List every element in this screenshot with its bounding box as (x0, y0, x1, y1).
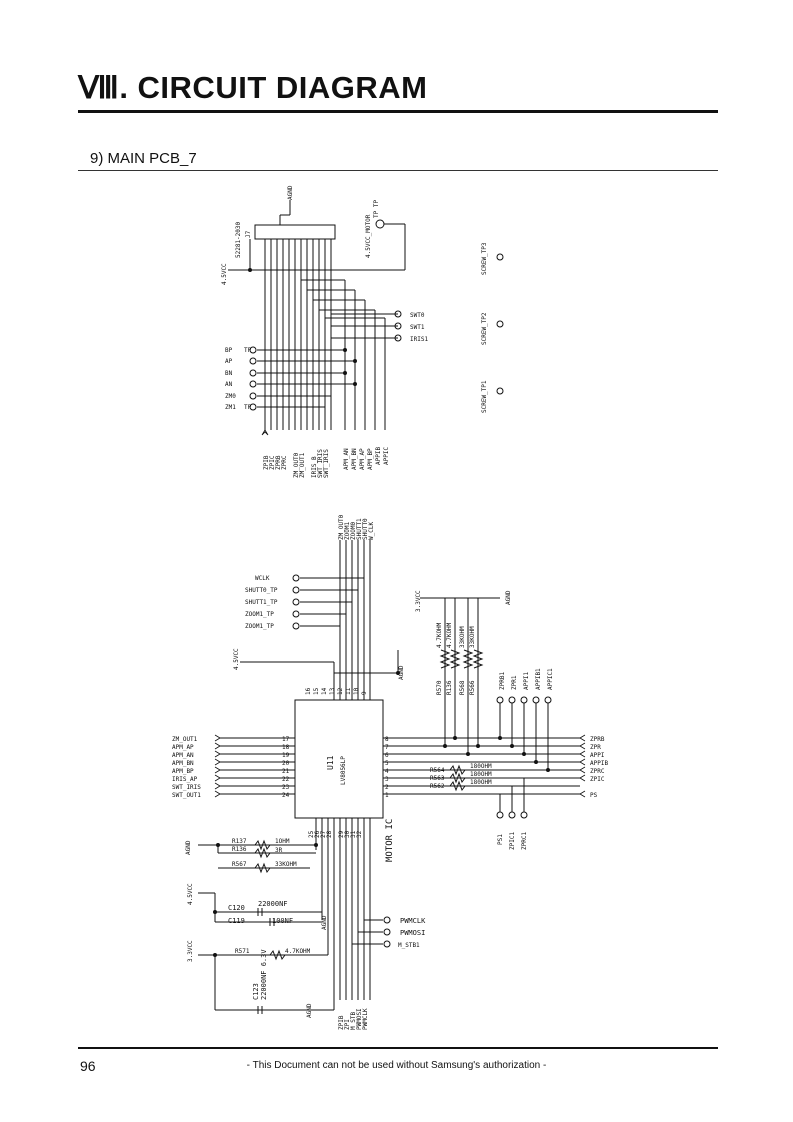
ic-pin: 3 (385, 776, 389, 783)
circuit-schematic (0, 180, 793, 1040)
resistor-array-value: 180OHM (470, 763, 492, 770)
ic-pin: 14 (321, 687, 328, 695)
ic-pin: 11 (345, 687, 352, 695)
left-signal: APM_BN (172, 760, 194, 767)
left-signal: SWT_IRIS (172, 784, 201, 791)
section-title: 9) MAIN PCB_7 (90, 150, 197, 167)
tp-iris1: IRIS1 (410, 336, 429, 343)
page-title: Ⅷ. CIRCUIT DIAGRAM (78, 70, 428, 105)
resistor-array-ref: R562 (430, 783, 445, 790)
section-rule (78, 170, 718, 171)
resistor-value: 4.7KOHM (436, 622, 443, 648)
left-signal: APM_AN (172, 752, 194, 759)
ic-pin: 24 (282, 792, 290, 799)
screw-tp1: SCREW_TP1 (481, 380, 488, 413)
ic-ref: U11 (326, 755, 335, 770)
mid-tp: WCLK (255, 575, 270, 582)
connector-j7-body (255, 225, 335, 239)
ic-pin: 22 (282, 776, 290, 783)
right-signal: APPIB (590, 760, 609, 767)
tp-zm0: ZM0 (225, 393, 236, 400)
ic-pin: 5 (385, 760, 389, 767)
pwm-tp: PWMCLK (400, 917, 426, 925)
top-bus-label: ZOOM0 (350, 521, 357, 540)
right-tp: ZPRB1 (499, 671, 506, 690)
right-signal: ZPR (590, 744, 601, 751)
tp-label-zm1: TP (244, 404, 252, 411)
connector-ref: J7 (245, 230, 252, 238)
bus-label: APPIC (383, 446, 390, 465)
ic-pin: 27 (320, 830, 327, 838)
screw-tp2: SCREW_TP2 (481, 312, 488, 345)
resistor-value: 4.7KOHM (446, 622, 453, 648)
ic-pin: 9 (361, 691, 368, 695)
right-signal: ZPRC (590, 768, 605, 775)
bus-label: APM_BP (367, 448, 374, 470)
resistor-array-value: 180OHM (470, 779, 492, 786)
right-signal: ZPRB (590, 736, 605, 743)
bus-label: ZPIC (269, 455, 276, 470)
ic-pin: 16 (305, 687, 312, 695)
comp-ref: R136 (232, 846, 247, 853)
bus-label: ZPRB (275, 455, 282, 470)
resistor-value: 33KOHM (459, 626, 466, 648)
left-signal: APM_AP (172, 744, 194, 751)
ic-pin: 13 (329, 687, 336, 695)
left-signal: ZM_OUT1 (172, 736, 198, 743)
ic-pin: 28 (326, 830, 333, 838)
pwm-tp: PWMOSI (400, 929, 426, 937)
bus-label: IRIS_B (311, 456, 318, 478)
right-signal: ZPIC (590, 776, 605, 783)
tp-swt1: SWT1 (410, 324, 425, 331)
ic-pin: 6 (385, 752, 389, 759)
motor-supply-label: 4.5VCC_MOTOR (365, 214, 372, 258)
motor-ic-body (295, 700, 383, 818)
mid-tp: SHUTT1_TP (245, 599, 278, 606)
tp-swt0: SWT0 (410, 312, 425, 319)
right-signal: PS (590, 792, 598, 799)
connector-label: 52281-2030 (235, 221, 242, 258)
footer-notice: - This Document can not be used without Samsung's authorization - (246, 1060, 547, 1071)
ic-pin: 18 (282, 744, 290, 751)
ic-pin: 2 (385, 784, 389, 791)
ic-pin: 1 (385, 792, 389, 799)
supply-label: 3.3VCC (187, 940, 194, 962)
bus-label: ZM_OUT0 (293, 452, 300, 478)
tp-ap: AP (225, 358, 233, 365)
comp-value: 3R (275, 847, 283, 854)
ic-pin: 21 (282, 768, 290, 775)
ic-pin: 10 (353, 687, 360, 695)
left-signal: IRIS_AP (172, 776, 198, 783)
motor-supply-tp: TP TP (373, 199, 380, 218)
right-tp: APPI1 (523, 671, 530, 690)
bus-label: SWT_IRIS (323, 449, 330, 478)
lower-tp: ZPIC1 (509, 831, 516, 850)
ic-pin: 26 (314, 830, 321, 838)
tp-label-bp: TP (244, 347, 252, 354)
ic-pin: 17 (282, 736, 290, 743)
ground-label-right: AGND (505, 590, 512, 605)
ic-caption: MOTOR IC (385, 818, 395, 862)
ic-supply: 4.5VCC (233, 648, 240, 670)
ic-pin: 31 (350, 830, 357, 838)
bus-label: APM_AN (343, 448, 350, 470)
ic-pin: 12 (337, 687, 344, 695)
pwm-tp: M_STB1 (398, 942, 420, 949)
resistor-array-value: 180OHM (470, 771, 492, 778)
bottom-signal: M_STB (350, 1011, 357, 1030)
bottom-signal: ZPIB (338, 1015, 345, 1030)
comp-ref: R137 (232, 838, 247, 845)
tp-bp: BP (225, 347, 233, 354)
right-tp: ZPR1 (511, 675, 518, 690)
bus-label: ZM_OUT1 (299, 452, 306, 478)
bus-label: SWT_IRIS (317, 449, 324, 478)
supply-label: 4.5VCC (187, 883, 194, 905)
ground-label-top: AGND (287, 185, 294, 200)
right-tp: APPIB1 (535, 668, 542, 690)
comp-ref: C120 (228, 904, 245, 912)
comp-ref: R567 (232, 861, 247, 868)
bus-label: APPIB (375, 446, 382, 465)
mid-tp: ZOOM1_TP (245, 611, 274, 618)
resistor-array-ref: R564 (430, 767, 445, 774)
top-bus-label: ZM_OUT0 (338, 514, 345, 540)
bus-label: APM_AP (359, 448, 366, 470)
bottom-signal: PWMOSI (356, 1008, 363, 1030)
resistor-ref: R136 (446, 680, 453, 695)
ic-pin: 25 (308, 830, 315, 838)
ic-pin: 4 (385, 768, 389, 775)
comp-ref: C123 (252, 983, 260, 1000)
top-bus-label: SHUTT0 (362, 518, 369, 540)
lower-tp: PS1 (497, 834, 504, 845)
top-bus-label: W_CLK (368, 521, 375, 540)
header-rule (78, 110, 718, 113)
lower-tp: ZPRC1 (521, 831, 528, 850)
resistor-ref: R568 (459, 680, 466, 695)
ground-label-bottom2: AGND (306, 1003, 313, 1018)
bus-label: ZPRC (281, 455, 288, 470)
resistor-ref: R570 (436, 680, 443, 695)
comp-value: 4.7KOHM (285, 948, 311, 955)
ic-part: LV8056LP (340, 756, 347, 785)
mid-tp: SHUTT0_TP (245, 587, 278, 594)
resistor-array-ref: R563 (430, 775, 445, 782)
left-signal: APM_BP (172, 768, 194, 775)
ic-pin: 20 (282, 760, 290, 767)
bus-label: ZPIB (263, 455, 270, 470)
ic-pin: 32 (356, 830, 363, 838)
tp-zm1: ZM1 (225, 404, 236, 411)
right-signal: APPI (590, 752, 605, 759)
comp-value: 22000NF (258, 900, 288, 908)
ic-pin: 8 (385, 736, 389, 743)
bottom-signal: ZPI (344, 1019, 351, 1030)
bottom-signal: PWMCLK (362, 1008, 369, 1030)
tp-bn: BN (225, 370, 233, 377)
ic-pin: 7 (385, 744, 389, 751)
connector-supply: 4.5VCC (221, 263, 228, 285)
ic-pin: 29 (338, 830, 345, 838)
bus-label: APM_BN (351, 448, 358, 470)
resistor-ref: R566 (469, 680, 476, 695)
comp-value: 33KOHM (275, 861, 297, 868)
screw-tp3: SCREW_TP3 (481, 242, 488, 275)
ic-pin: 19 (282, 752, 290, 759)
ground-label-mid: AGND (398, 665, 405, 680)
comp-value: 100NF (272, 917, 294, 925)
ic-supply-mid: 3.3VCC (415, 590, 422, 612)
comp-ref: C119 (228, 917, 245, 925)
right-tp: APPIC1 (547, 668, 554, 690)
top-bus-label: ZOOM1 (344, 521, 351, 540)
comp-value: 22000NF 6.3V (260, 949, 268, 1000)
ground-label-left: AGND (185, 840, 192, 855)
mid-tp: ZOOM1_TP (245, 623, 274, 630)
footer-rule (78, 1047, 718, 1049)
ic-pin: 23 (282, 784, 290, 791)
ic-pin: 15 (313, 687, 320, 695)
resistor-value: 33KOHM (469, 626, 476, 648)
top-bus-label: SHUTT1 (356, 518, 363, 540)
tp-an: AN (225, 381, 233, 388)
page-number: 96 (80, 1058, 96, 1074)
ground-label-bottom: AGND (321, 915, 328, 930)
comp-ref: R571 (235, 948, 250, 955)
left-signal: SWT_OUT1 (172, 792, 201, 799)
ic-pin: 30 (344, 830, 351, 838)
comp-value: 1OHM (275, 838, 290, 845)
